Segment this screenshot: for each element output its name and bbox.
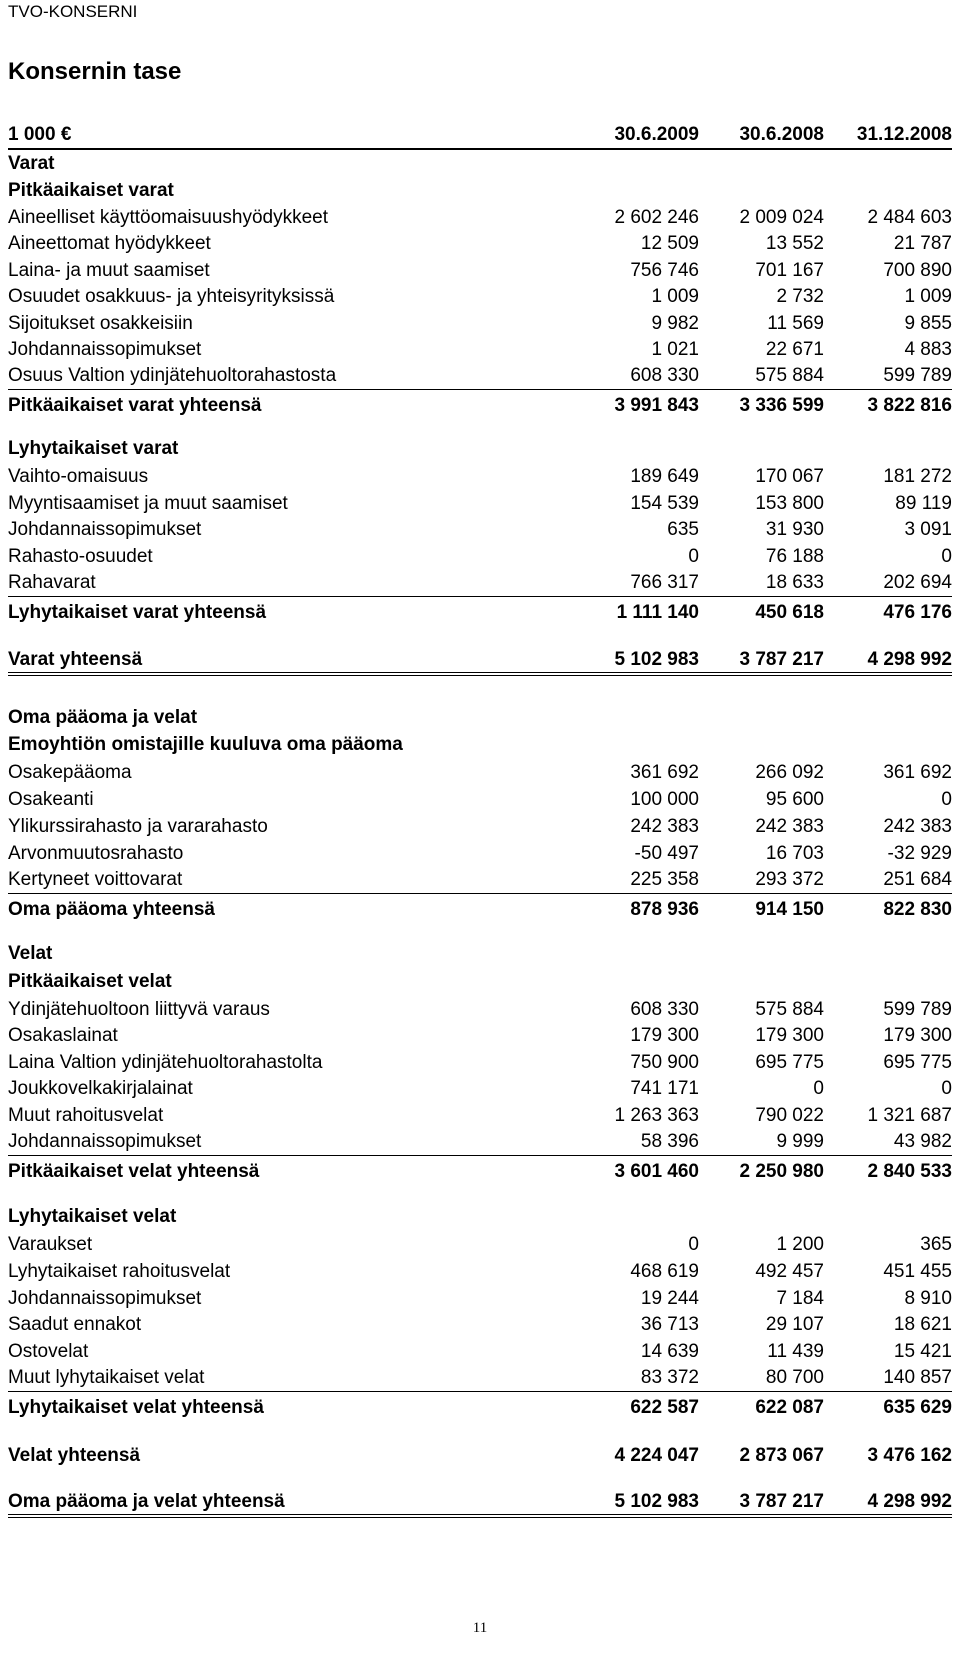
page-number: 11 (472, 1620, 488, 1636)
cell-value: 181 272 (883, 466, 952, 487)
row-label: Kertyneet voittovarat (8, 869, 183, 890)
row-label: Osakaslainat (8, 1025, 118, 1046)
cell-value: 1 009 (651, 286, 699, 307)
table-row (8, 1203, 952, 1230)
cell-value: 154 539 (630, 493, 699, 514)
cell-value: 1 009 (904, 286, 952, 307)
cell-value: 2 602 246 (614, 207, 699, 228)
cell-value: 95 600 (765, 789, 824, 810)
cell-value: 2 484 603 (867, 207, 952, 228)
unit-label: 1 000 € (8, 124, 72, 145)
company-header: TVO-KONSERNI (8, 2, 138, 21)
cell-value: 4 224 047 (614, 1445, 699, 1466)
cell-value: 0 (813, 1078, 824, 1099)
row-label: Oma pääoma ja velat yhteensä (8, 1491, 285, 1512)
table-row (8, 704, 952, 731)
cell-value: 365 (920, 1234, 952, 1255)
table-row (8, 516, 952, 543)
cell-value: 179 300 (883, 1025, 952, 1046)
row-label: Arvonmuutosrahasto (8, 843, 184, 864)
cell-value: 21 787 (893, 233, 952, 254)
cell-value: 189 649 (630, 466, 699, 487)
cell-value: 7 184 (776, 1288, 824, 1309)
row-label: Pitkäaikaiset velat yhteensä (8, 1161, 260, 1182)
cell-value: 9 999 (776, 1131, 824, 1152)
row-label: Rahavarat (8, 572, 96, 593)
cell-value: 202 694 (883, 572, 952, 593)
page-title: Konsernin tase (8, 58, 182, 85)
cell-value: 29 107 (765, 1314, 824, 1335)
cell-value: 266 092 (755, 762, 824, 783)
row-label: Lyhytaikaiset velat yhteensä (8, 1397, 264, 1418)
cell-value: 741 171 (630, 1078, 699, 1099)
cell-value: 575 884 (755, 999, 824, 1020)
cell-value: 100 000 (630, 789, 699, 810)
row-label: Ydinjätehuoltoon liittyvä varaus (8, 999, 270, 1020)
cell-value: 9 982 (651, 313, 699, 334)
table-row (8, 1285, 952, 1312)
cell-value: 83 372 (640, 1367, 699, 1388)
row-label: Pitkäaikaiset varat yhteensä (8, 395, 262, 416)
cell-value: 11 569 (767, 313, 824, 334)
cell-value: 251 684 (883, 869, 952, 890)
table-row (8, 840, 952, 867)
table-row (8, 896, 952, 923)
row-label: Ylikurssirahasto ja vararahasto (8, 816, 268, 837)
cell-value: 58 396 (640, 1131, 699, 1152)
row-label: Laina- ja muut saamiset (8, 260, 210, 281)
table-row (8, 1128, 952, 1156)
table-row (8, 490, 952, 517)
table-row (8, 150, 952, 177)
cell-value: 878 936 (630, 899, 699, 920)
cell-value: 2 873 067 (739, 1445, 824, 1466)
cell-value: 701 167 (755, 260, 824, 281)
cell-value: 450 618 (755, 602, 824, 623)
row-label: Pitkäaikaiset velat (8, 971, 172, 992)
cell-value: 179 300 (630, 1025, 699, 1046)
cell-value: 9 855 (904, 313, 952, 334)
cell-value: 4 298 992 (867, 1491, 952, 1512)
cell-value: 179 300 (755, 1025, 824, 1046)
cell-value: 3 991 843 (614, 395, 699, 416)
cell-value: 599 789 (883, 365, 952, 386)
table-row (8, 759, 952, 786)
cell-value: 700 890 (883, 260, 952, 281)
row-label: Oma pääoma ja velat (8, 707, 198, 728)
cell-value: 19 244 (640, 1288, 699, 1309)
cell-value: 468 619 (630, 1261, 699, 1282)
row-label: Emoyhtiön omistajille kuuluva oma pääoma (8, 734, 403, 755)
row-label: Johdannaissopimukset (8, 1131, 202, 1152)
cell-value: 293 372 (755, 869, 824, 890)
cell-value: 635 (667, 519, 699, 540)
table-row (8, 813, 952, 840)
cell-value: 756 746 (630, 260, 699, 281)
cell-value: 0 (941, 1078, 952, 1099)
cell-value: 3 091 (904, 519, 952, 540)
row-label: Myyntisaamiset ja muut saamiset (8, 493, 288, 514)
column-header-row (8, 120, 952, 150)
table-row (8, 1311, 952, 1338)
table-row (8, 1488, 952, 1518)
cell-value: 0 (941, 546, 952, 567)
row-label: Joukkovelkakirjalainat (8, 1078, 193, 1099)
table-row (8, 1394, 952, 1421)
table-row (8, 731, 952, 758)
table-row (8, 204, 952, 231)
cell-value: 242 383 (630, 816, 699, 837)
cell-value: 242 383 (755, 816, 824, 837)
cell-value: 153 800 (755, 493, 824, 514)
cell-value: 2 732 (776, 286, 824, 307)
row-label: Lyhytaikaiset rahoitusvelat (8, 1261, 231, 1282)
row-label: Varat (8, 153, 55, 174)
row-label: Johdannaissopimukset (8, 519, 202, 540)
table-row (8, 257, 952, 284)
cell-value: 170 067 (755, 466, 824, 487)
cell-value: 635 629 (883, 1397, 952, 1418)
cell-value: 2 250 980 (739, 1161, 824, 1182)
cell-value: 8 910 (904, 1288, 952, 1309)
cell-value: 5 102 983 (614, 649, 699, 670)
cell-value: 361 692 (630, 762, 699, 783)
row-label: Saadut ennakot (8, 1314, 142, 1335)
cell-value: 492 457 (755, 1261, 824, 1282)
cell-value: 15 421 (893, 1341, 952, 1362)
row-label: Osakepääoma (8, 762, 132, 783)
cell-value: 750 900 (630, 1052, 699, 1073)
table-row (8, 1258, 952, 1285)
cell-value: 914 150 (755, 899, 824, 920)
table-row (8, 283, 952, 310)
cell-value: 3 336 599 (739, 395, 824, 416)
table-row (8, 1102, 952, 1129)
column-header-2008-12: 31.12.2008 (856, 124, 952, 145)
cell-value: 1 263 363 (614, 1105, 699, 1126)
row-label: Varat yhteensä (8, 649, 143, 670)
cell-value: 0 (688, 546, 699, 567)
cell-value: 2 840 533 (867, 1161, 952, 1182)
cell-value: 225 358 (630, 869, 699, 890)
table-row (8, 646, 952, 676)
row-label: Osakeanti (8, 789, 94, 810)
table-row (8, 543, 952, 570)
cell-value: 790 022 (755, 1105, 824, 1126)
cell-value: 43 982 (893, 1131, 952, 1152)
cell-value: 22 671 (765, 339, 824, 360)
table-row (8, 177, 952, 204)
cell-value: 695 775 (755, 1052, 824, 1073)
table-row (8, 1364, 952, 1392)
table-row (8, 230, 952, 257)
row-label: Johdannaissopimukset (8, 339, 202, 360)
cell-value: 622 587 (630, 1397, 699, 1418)
cell-value: 11 439 (767, 1341, 824, 1362)
cell-value: 5 102 983 (614, 1491, 699, 1512)
row-label: Johdannaissopimukset (8, 1288, 202, 1309)
row-label: Sijoitukset osakkeisiin (8, 313, 193, 334)
cell-value: 4 883 (904, 339, 952, 360)
row-label: Varaukset (8, 1234, 93, 1255)
cell-value: 2 009 024 (739, 207, 824, 228)
cell-value: 476 176 (883, 602, 952, 623)
row-label: Velat yhteensä (8, 1445, 141, 1466)
row-label: Oma pääoma yhteensä (8, 899, 215, 920)
row-label: Aineelliset käyttöomaisuushyödykkeet (8, 207, 329, 228)
table-row (8, 463, 952, 490)
cell-value: 31 930 (765, 519, 824, 540)
table-row (8, 569, 952, 597)
cell-value: 13 552 (765, 233, 824, 254)
cell-value: 575 884 (755, 365, 824, 386)
cell-value: -32 929 (887, 843, 952, 864)
row-label: Lyhytaikaiset velat (8, 1206, 177, 1227)
cell-value: 608 330 (630, 365, 699, 386)
row-label: Osuus Valtion ydinjätehuoltorahastosta (8, 365, 337, 386)
cell-value: 80 700 (765, 1367, 824, 1388)
table-row (8, 968, 952, 995)
cell-value: 3 476 162 (867, 1445, 952, 1466)
cell-value: 1 321 687 (867, 1105, 952, 1126)
table-row (8, 1231, 952, 1258)
row-label: Aineettomat hyödykkeet (8, 233, 211, 254)
cell-value: 0 (688, 1234, 699, 1255)
cell-value: 89 119 (895, 493, 952, 514)
cell-value: -50 497 (634, 843, 699, 864)
cell-value: 451 455 (883, 1261, 952, 1282)
cell-value: 16 703 (765, 843, 824, 864)
cell-value: 766 317 (630, 572, 699, 593)
row-label: Muut rahoitusvelat (8, 1105, 164, 1126)
cell-value: 0 (941, 789, 952, 810)
cell-value: 18 633 (765, 572, 824, 593)
cell-value: 695 775 (883, 1052, 952, 1073)
cell-value: 361 692 (883, 762, 952, 783)
cell-value: 1 200 (776, 1234, 824, 1255)
cell-value: 622 087 (755, 1397, 824, 1418)
cell-value: 1 111 140 (616, 602, 699, 623)
row-label: Pitkäaikaiset varat (8, 180, 174, 201)
table-row (8, 336, 952, 363)
table-row (8, 786, 952, 813)
table-row (8, 1049, 952, 1076)
table-row (8, 940, 952, 967)
cell-value: 4 298 992 (867, 649, 952, 670)
cell-value: 76 188 (765, 546, 824, 567)
cell-value: 140 857 (883, 1367, 952, 1388)
table-row (8, 996, 952, 1023)
cell-value: 599 789 (883, 999, 952, 1020)
row-label: Vaihto-omaisuus (8, 466, 149, 487)
cell-value: 36 713 (640, 1314, 699, 1335)
row-label: Lyhytaikaiset varat (8, 438, 179, 459)
table-row (8, 1075, 952, 1102)
cell-value: 3 787 217 (739, 649, 824, 670)
column-header-2009-06: 30.6.2009 (614, 124, 699, 145)
row-label: Lyhytaikaiset varat yhteensä (8, 602, 267, 623)
table-row (8, 1022, 952, 1049)
table-row (8, 1338, 952, 1365)
table-row (8, 392, 952, 419)
table-row (8, 362, 952, 390)
cell-value: 1 021 (651, 339, 699, 360)
row-label: Rahasto-osuudet (8, 546, 153, 567)
cell-value: 242 383 (883, 816, 952, 837)
cell-value: 608 330 (630, 999, 699, 1020)
cell-value: 3 601 460 (614, 1161, 699, 1182)
row-label: Muut lyhytaikaiset velat (8, 1367, 205, 1388)
table-row (8, 599, 952, 626)
cell-value: 14 639 (640, 1341, 699, 1362)
row-label: Laina Valtion ydinjätehuoltorahastolta (8, 1052, 323, 1073)
table-row (8, 1442, 952, 1469)
table-row (8, 310, 952, 337)
column-header-2008-06: 30.6.2008 (739, 124, 824, 145)
cell-value: 18 621 (893, 1314, 952, 1335)
cell-value: 3 787 217 (739, 1491, 824, 1512)
table-row (8, 435, 952, 462)
cell-value: 822 830 (883, 899, 952, 920)
cell-value: 12 509 (640, 233, 699, 254)
row-label: Osuudet osakkuus- ja yhteisyrityksissä (8, 286, 335, 307)
row-label: Ostovelat (8, 1341, 89, 1362)
row-label: Velat (8, 943, 53, 964)
table-row (8, 1158, 952, 1185)
cell-value: 3 822 816 (867, 395, 952, 416)
table-row (8, 866, 952, 894)
